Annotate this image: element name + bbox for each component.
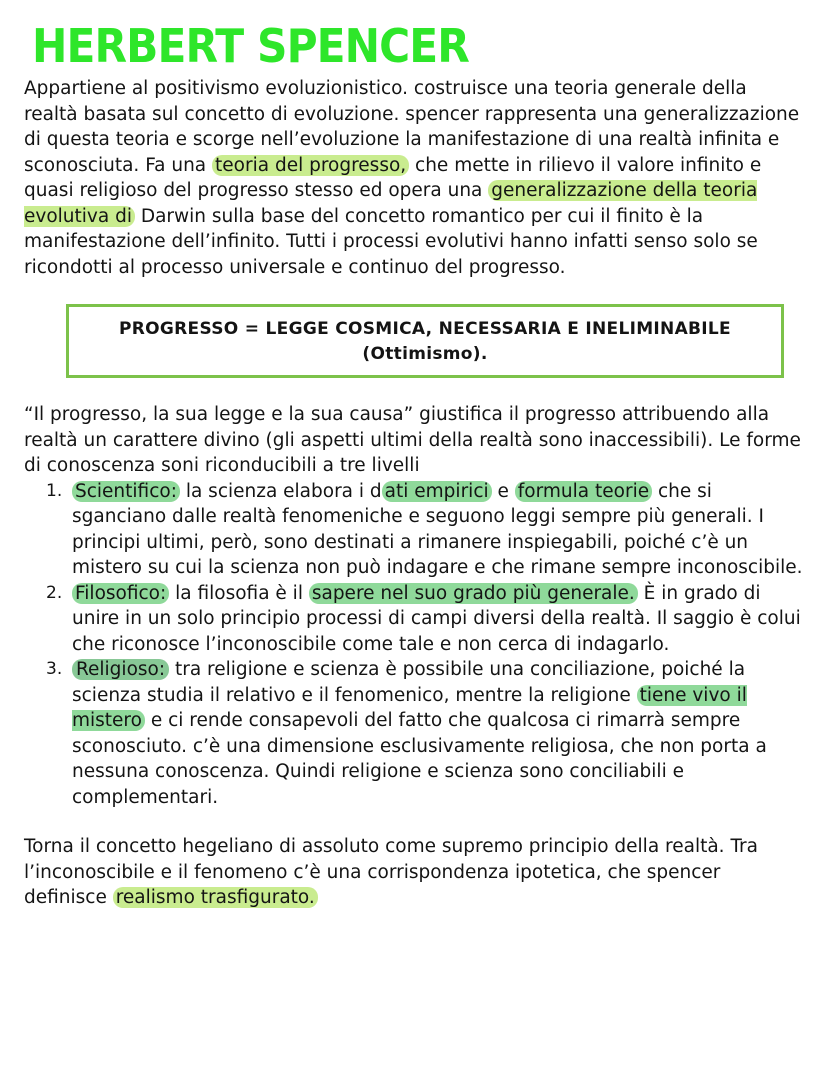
spacer	[24, 810, 806, 834]
highlight-generalizzazione: generalizzazione della teoria evolutiva di	[24, 180, 758, 227]
highlight-formula-teorie: formula teorie	[515, 481, 652, 502]
list-number: 1.	[46, 480, 63, 501]
highlight-tiene-vivo-mistero: tiene vivo il mistero	[72, 684, 747, 731]
level-text: È in grado di unire in un solo principio processi di campi diversi della realtà. Il saggio è colui che riconosce l’inconoscibile come tale e non cerca di indagarlo.	[72, 582, 801, 655]
level-text: che si sganciano dalle realtà fenomeniche e seguono leggi sempre più generali. I principi ultimi, però, sono destinati a rimanere inspiegabili, poiché c’è un mistero su cui la scienza non può indagare e che rimane sempre inconoscibile.	[72, 480, 803, 578]
intro-paragraph	[24, 76, 806, 280]
page-title: HERBERT SPENCER	[32, 19, 469, 73]
level-item-religioso	[46, 657, 806, 810]
box-line-2: (Ottimismo).	[362, 344, 488, 364]
intro-text-3: Darwin sulla base del concetto romantico per cui il finito è la manifestazione dell’infinito. Tutti i processi evolutivi hanno infatti senso solo se ricondotti al processo universale e continuo del progresso.	[24, 205, 758, 278]
highlight-dati-empirici: ati empirici	[382, 481, 492, 502]
level-label-scientifico: Scientifico:	[72, 481, 180, 502]
progress-law-box	[66, 304, 784, 378]
level-text: e ci rende consapevoli del fatto che qualcosa ci rimarrà sempre sconosciuto. c’è una dimensione esclusivamente religiosa, che non porta a nessuna conoscenza. Quindi religione e scienza sono conciliabili e complementari.	[72, 710, 767, 808]
level-text: la filosofia è il	[169, 582, 309, 604]
level-text: la scienza elabora i d	[179, 480, 382, 502]
highlight-realismo-trasfigurato: realismo trasfigurato.	[113, 887, 318, 908]
intro-text-2: che mette in rilievo il valore infinito e quasi religioso del progresso stesso ed opera una	[24, 154, 762, 201]
levels-intro-paragraph: “Il progresso, la sua legge e la sua causa” giustifica il progresso attribuendo alla realtà un carattere divino (gli aspetti ultimi della realtà sono inaccessibili). Le forme di conoscenza soni riconducibili a tre livelli	[24, 404, 801, 476]
intro-text-1: Appartiene al positivismo evoluzionistico. costruisce una teoria generale della realtà basata sul concetto di evoluzione. spencer rappresenta una generalizzazione di questa teoria e scorge nell’evoluzione la manifestazione di una realtà infinita e sconosciuta. Fa una	[24, 78, 800, 176]
level-text: e	[491, 480, 515, 502]
list-number: 2.	[46, 582, 63, 603]
highlight-sapere-generale: sapere nel suo grado più generale.	[309, 583, 638, 604]
level-label-religioso: Religioso:	[72, 659, 169, 680]
level-item-filosofico	[46, 581, 806, 658]
box-line-1: PROGRESSO = LEGGE COSMICA, NECESSARIA E INELIMINABILE	[119, 319, 731, 339]
knowledge-levels-list	[24, 479, 806, 811]
level-item-scientifico	[46, 479, 806, 581]
final-paragraph	[24, 834, 806, 911]
level-label-filosofico: Filosofico:	[72, 583, 169, 604]
highlight-teoria-progresso: teoria del progresso,	[212, 155, 409, 176]
level-text: tra religione e scienza è possibile una conciliazione, poiché la scienza studia il relativo e il fenomenico, mentre la religione	[72, 659, 746, 706]
final-text: Torna il concetto hegeliano di assoluto come supremo principio della realtà. Tra l’inconoscibile e il fenomeno c’è una corrispondenza ipotetica, che spencer definisce	[24, 836, 758, 908]
list-number: 3.	[46, 659, 63, 679]
